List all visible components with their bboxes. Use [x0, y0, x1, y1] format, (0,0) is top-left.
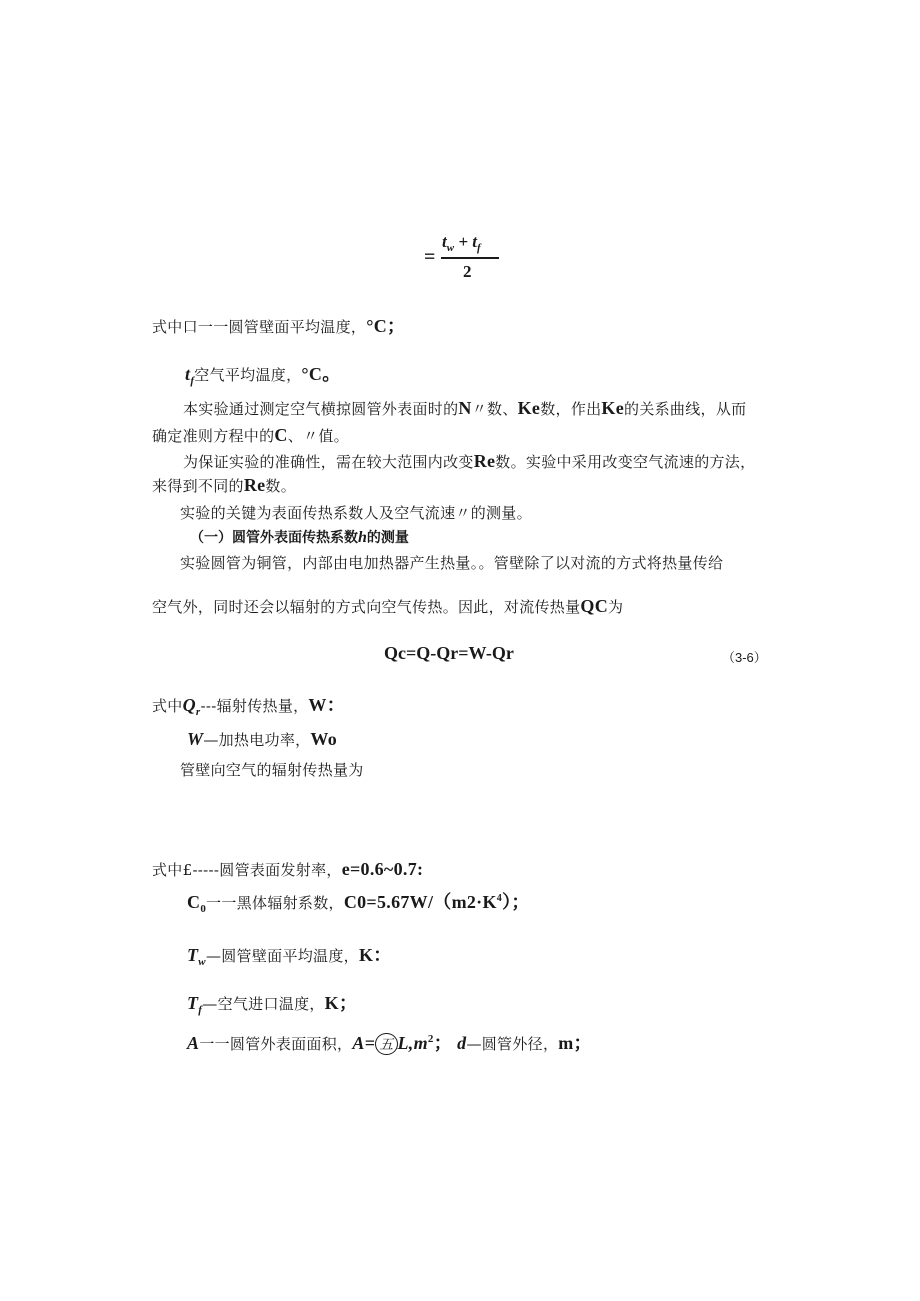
formula-numerator: $t_w + t_f$: [442, 232, 481, 254]
paragraph-2-line-2: 来得到不同的Re数。: [152, 475, 297, 495]
formula-denominator: 2: [463, 262, 472, 281]
equation-number: （3-6）: [722, 650, 767, 665]
paragraph-2-line-1: 为保证实验的准确性，需在较大范围内改变Re数。实验中采用改变空气流速的方法，: [183, 451, 756, 471]
mean-temperature-formula: [424, 232, 504, 287]
blackbody-coefficient-definition: $C_0$一一黑体辐射系数，$C0=5.67W/(m2\cdot K^4)$；: [187, 892, 530, 915]
equation-3-6: Qc=Q-Qr=W-Qr: [384, 643, 514, 663]
power-definition: W—加热电功率，Wo: [187, 729, 338, 749]
radiation-intro: 管壁向空气的辐射传热量为: [180, 761, 364, 779]
paragraph-1-line-1: 本实验通过测定空气横掠圆管外表面时的N〃数、Ke数，作出Ke的关系曲线，从而: [183, 398, 747, 418]
paragraph-4-line-1: 实验圆管为铜管，内部由电加热器产生热量。。管壁除了以对流的方式将热量传给: [180, 554, 724, 572]
air-temp-definition: $t_f$空气平均温度，°C。: [185, 364, 341, 387]
wall-temp-k-definition: $T_w—$圆管壁面平均温度，K：: [187, 945, 392, 968]
paragraph-1-line-2: 确定准则方程中的C、〃值。: [152, 425, 349, 445]
paragraph-3: 实验的关键为表面传热系数人及空气流速〃的测量。: [180, 504, 532, 522]
radiation-heat-definition: 式中$Q_r---$辐射传热量，W：: [152, 695, 346, 718]
inlet-temp-definition: $T_f—$空气进口温度，K；: [187, 993, 358, 1016]
paragraph-4-line-2: 空气外，同时还会以辐射的方式向空气传热。因此，对流传热量QC为: [152, 596, 624, 616]
area-definition: A一一圆管外表面面积，A= 五 $L,m^2$； d—圆管外径，m；: [187, 1033, 592, 1053]
emissivity-definition: 式中£-----圆管表面发射率，e=0.6~0.7:: [152, 859, 424, 879]
pi-d-glyph: 五: [375, 1033, 397, 1055]
section-heading: （一）圆管外表面传热系数h的测量: [190, 529, 409, 546]
formula-equals: =: [424, 246, 436, 268]
wall-temp-definition: 式中口一一圆管壁面平均温度，°C；: [152, 316, 406, 336]
fraction-bar: [441, 257, 499, 259]
